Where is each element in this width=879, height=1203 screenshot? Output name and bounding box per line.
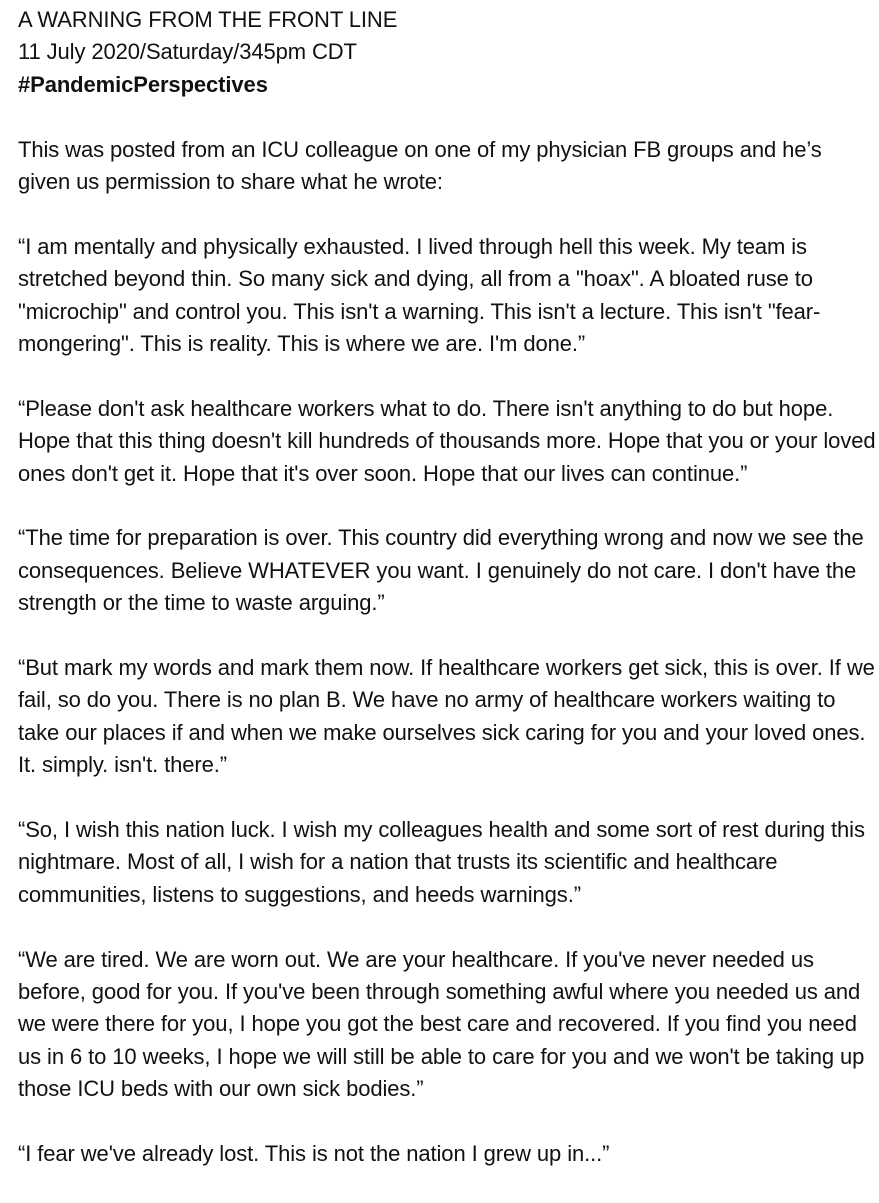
quote-paragraph-exhausted: “I am mentally and physically exhausted. I lived through hell this week. My team is stretched beyond thin. So many sick and dying, all from a "hoax". A bloated ruse to "microchip" and control you. This isn't a warning. This isn't a lecture. This isn't "fear-mongering". This is reality. This is where we are. I'm done.” [18,233,821,357]
note-header [18,4,876,101]
quote-paragraph-closing: “I fear we've already lost. This is not the nation I grew up in...” [18,1141,610,1167]
quote-paragraph-mark-my-words: “But mark my words and mark them now. If healthcare workers get sick, this is over. If we fail, so do you. There is no plan B. We have no army of healthcare workers waiting to take our places if and when we make ourselves sick caring for you and your loved ones. It. simply. isn't. there.” [18,655,875,778]
note-document [18,4,876,1203]
note-dateline: 11 July 2020/Saturday/345pm CDT [18,39,357,65]
quote-paragraph-tired: “We are tired. We are worn out. We are your healthcare. If you've never needed us before, good for you. If you've been through something awful where you needed us and we were there for you, I hope you got the best care and recovered. If you find you need us in 6 to 10 weeks, I hope we will still be able to care for you and we won't be taking up those ICU beds with our own sick bodies.” [18,946,865,1102]
hashtag: #PandemicPerspectives [18,71,268,97]
note-title: A WARNING FROM THE FRONT LINE [18,7,398,32]
quote-paragraph-hope: “Please don't ask healthcare workers what to do. There isn't anything to do but hope. Hope that this thing doesn't kill hundreds of thousands more. Hope that you or your loved ones don't get it. Hope that it's over soon. Hope that our lives can continue.” [18,395,876,486]
quote-paragraph-nation-luck: “So, I wish this nation luck. I wish my colleagues health and some sort of rest during this nightmare. Most of all, I wish for a nation that trusts its scientific and healthcare communities, listens to suggestions, and heeds warnings.” [18,817,865,907]
intro-paragraph: This was posted from an ICU colleague on one of my physician FB groups and he’s given us permission to share what he wrote: [18,136,822,195]
quote-paragraph-preparation: “The time for preparation is over. This country did everything wrong and now we see the consequences. Believe WHATEVER you want. I genuinely do not care. I don't have the strength or the time to waste arguing.” [18,525,864,616]
